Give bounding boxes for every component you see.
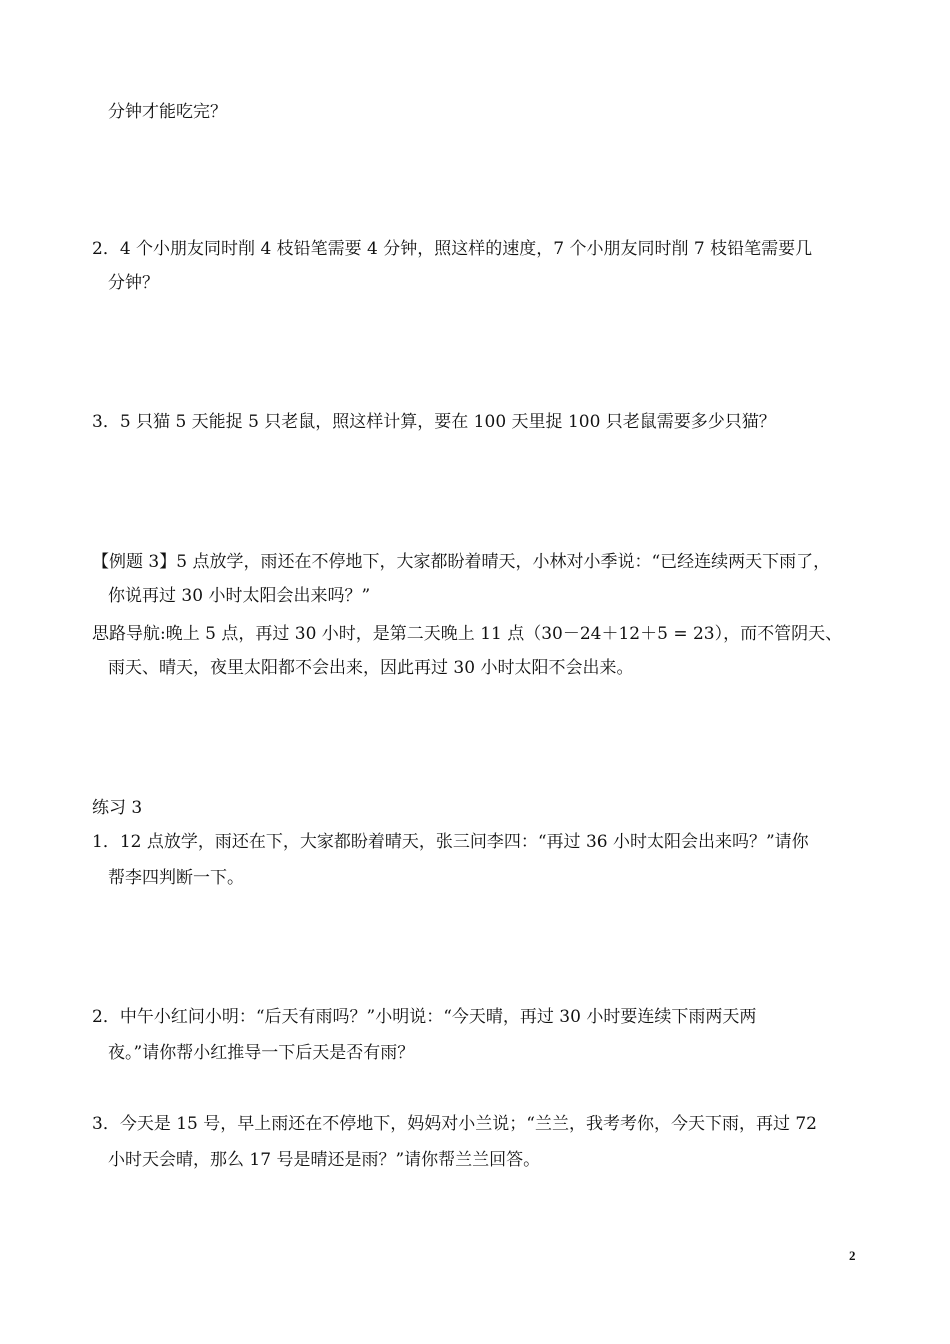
page-number: 2 xyxy=(849,1248,856,1263)
continuation-text: 分钟才能吃完？ xyxy=(108,102,227,122)
practice3-question3-line2: 小时天会晴，那么 17 号是晴还是雨？”请你帮兰兰回答。 xyxy=(108,1150,541,1170)
practice3-question3-line1: 3．今天是 15 号，早上雨还在不停地下，妈妈对小兰说；“兰兰，我考考你，今天下雨，再过 72 xyxy=(92,1114,817,1134)
exercise2-question2-line1: 2．4 个小朋友同时削 4 枝铅笔需要 4 分钟，照这样的速度，7 个小朋友同时削 7 枝铅笔需要几 xyxy=(92,239,813,259)
example3-line2: 你说再过 30 小时太阳会出来吗？” xyxy=(108,586,371,606)
practice3-question1-line2: 帮李四判断一下。 xyxy=(108,868,244,888)
example3-line1: 【例题 3】5 点放学，雨还在不停地下，大家都盼着晴天，小林对小季说：“已经连续两天下雨了， xyxy=(92,552,831,572)
practice3-question2-line2: 夜。”请你帮小红推导一下后天是否有雨？ xyxy=(108,1043,415,1063)
example3-hint-line2: 雨天、晴天，夜里太阳都不会出来，因此再过 30 小时太阳不会出来。 xyxy=(108,658,634,678)
exercise2-question3: 3．5 只猫 5 天能捉 5 只老鼠，照这样计算，要在 100 天里捉 100 只老鼠需要多少只猫？ xyxy=(92,412,776,432)
practice3-question2-line1: 2．中午小红问小明：“后天有雨吗？”小明说：“今天晴，再过 30 小时要连续下雨两天两 xyxy=(92,1007,757,1027)
example3-hint-line1: 思路导航:晚上 5 点，再过 30 小时，是第二天晚上 11 点（30－24＋12＋5 = 23），而不管阴天、 xyxy=(92,624,843,644)
exercise2-question2-line2: 分钟？ xyxy=(108,273,159,293)
practice3-question1-line1: 1．12 点放学，雨还在下，大家都盼着晴天，张三问李四：“再过 36 小时太阳会出来吗？”请你 xyxy=(92,832,809,852)
practice3-title: 练习 3 xyxy=(92,798,143,818)
